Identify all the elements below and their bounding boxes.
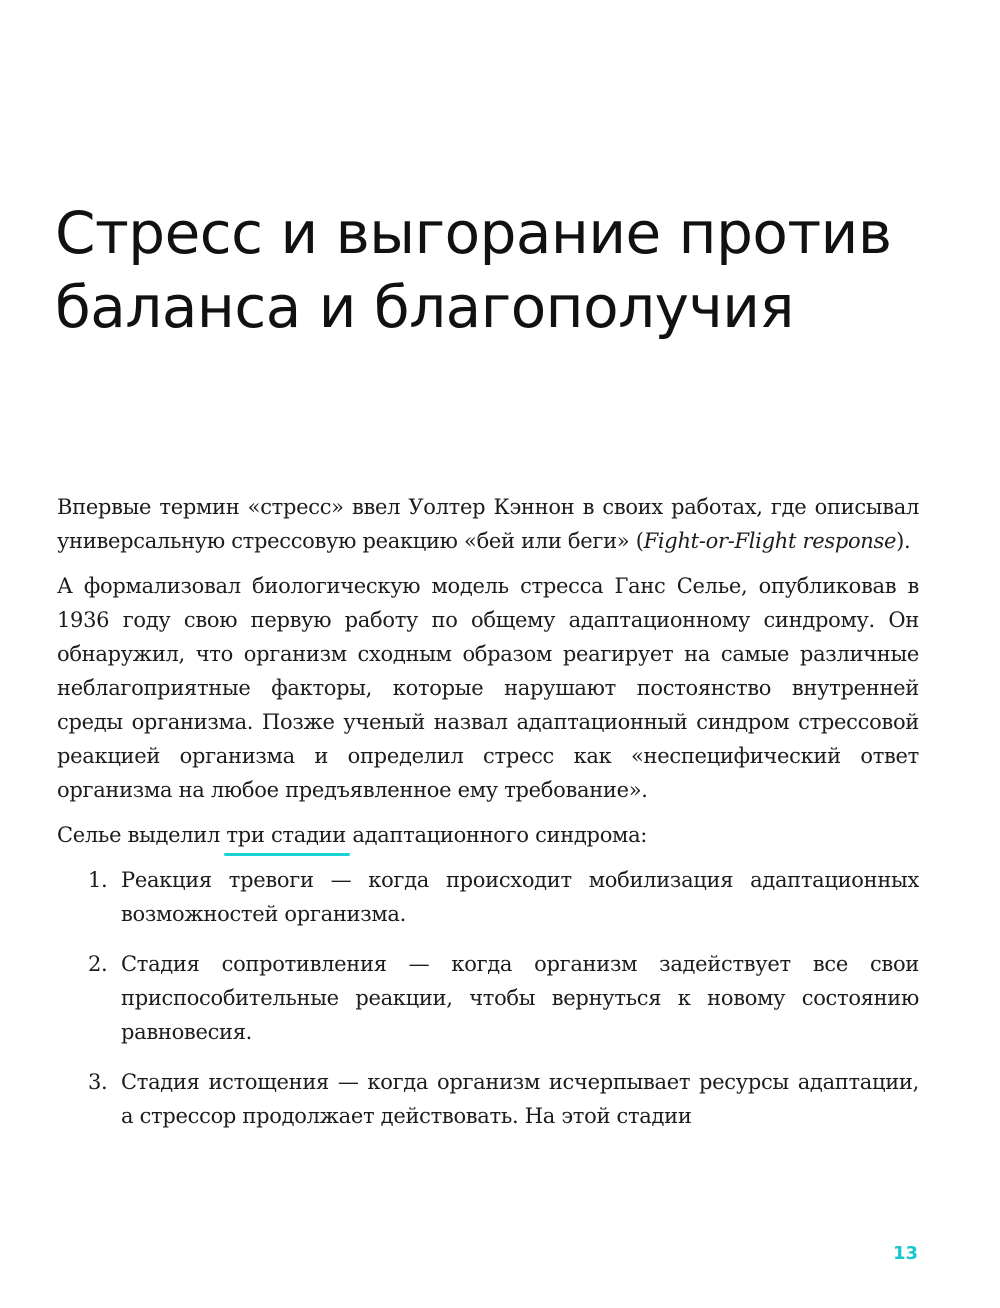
list-item	[57, 947, 919, 1049]
paragraph-cannon-tail: ).	[896, 529, 911, 553]
page-number: 13	[893, 1243, 919, 1264]
stages-intro-before: Селье выделил	[57, 823, 227, 847]
list-item-text: Реакция тревоги — когда происходит мобилизация адаптационных возможностей организма.	[121, 868, 919, 926]
list-item-number: 1.	[88, 868, 108, 892]
paragraph-cannon-text: Впервые термин «стресс» ввел Уолтер Кэннон в своих работах, где описывал универсальную стрессовую реакцию «бей или беги» (	[57, 495, 919, 553]
list-item-number: 3.	[88, 1070, 108, 1094]
highlighted-phrase: три стадии	[226, 818, 346, 852]
paragraph-stages-intro	[57, 818, 919, 852]
paragraph-cannon	[57, 490, 919, 558]
stages-list	[57, 863, 919, 1133]
stages-intro-after: адаптационного синдрома:	[345, 823, 648, 847]
list-item-number: 2.	[88, 952, 108, 976]
title-line-1: Стресс и выгорание против	[55, 199, 892, 267]
paragraph-cannon-italic-term: Fight-or-Flight response	[643, 529, 897, 553]
list-item-text: Стадия сопротивления — когда организм задействует все свои приспособительные реакции, чтобы вернуться к новому состоянию равновесия.	[121, 952, 919, 1044]
title-line-2: баланса и благополучия	[55, 273, 794, 341]
paragraph-selye: А формализовал биологическую модель стресса Ганс Селье, опубликовав в 1936 году свою первую работу по общему адаптационному синдрому. Он обнаружил, что организм сходным образом реагирует на самые различные неблагоприятные факторы, которые нарушают постоянство внутренней среды организма. Позже ученый назвал адаптационный синдром стрессовой реакцией организма и определил стресс как «неспецифический ответ организма на любое предъявленное ему требование».	[57, 574, 919, 802]
list-item-text: Стадия истощения — когда организм исчерпывает ресурсы адаптации, а стрессор продолжает действовать. На этой стадии	[121, 1070, 919, 1128]
list-item	[57, 863, 919, 931]
body-text	[57, 490, 919, 1149]
list-item	[57, 1065, 919, 1133]
page-title	[55, 196, 955, 344]
